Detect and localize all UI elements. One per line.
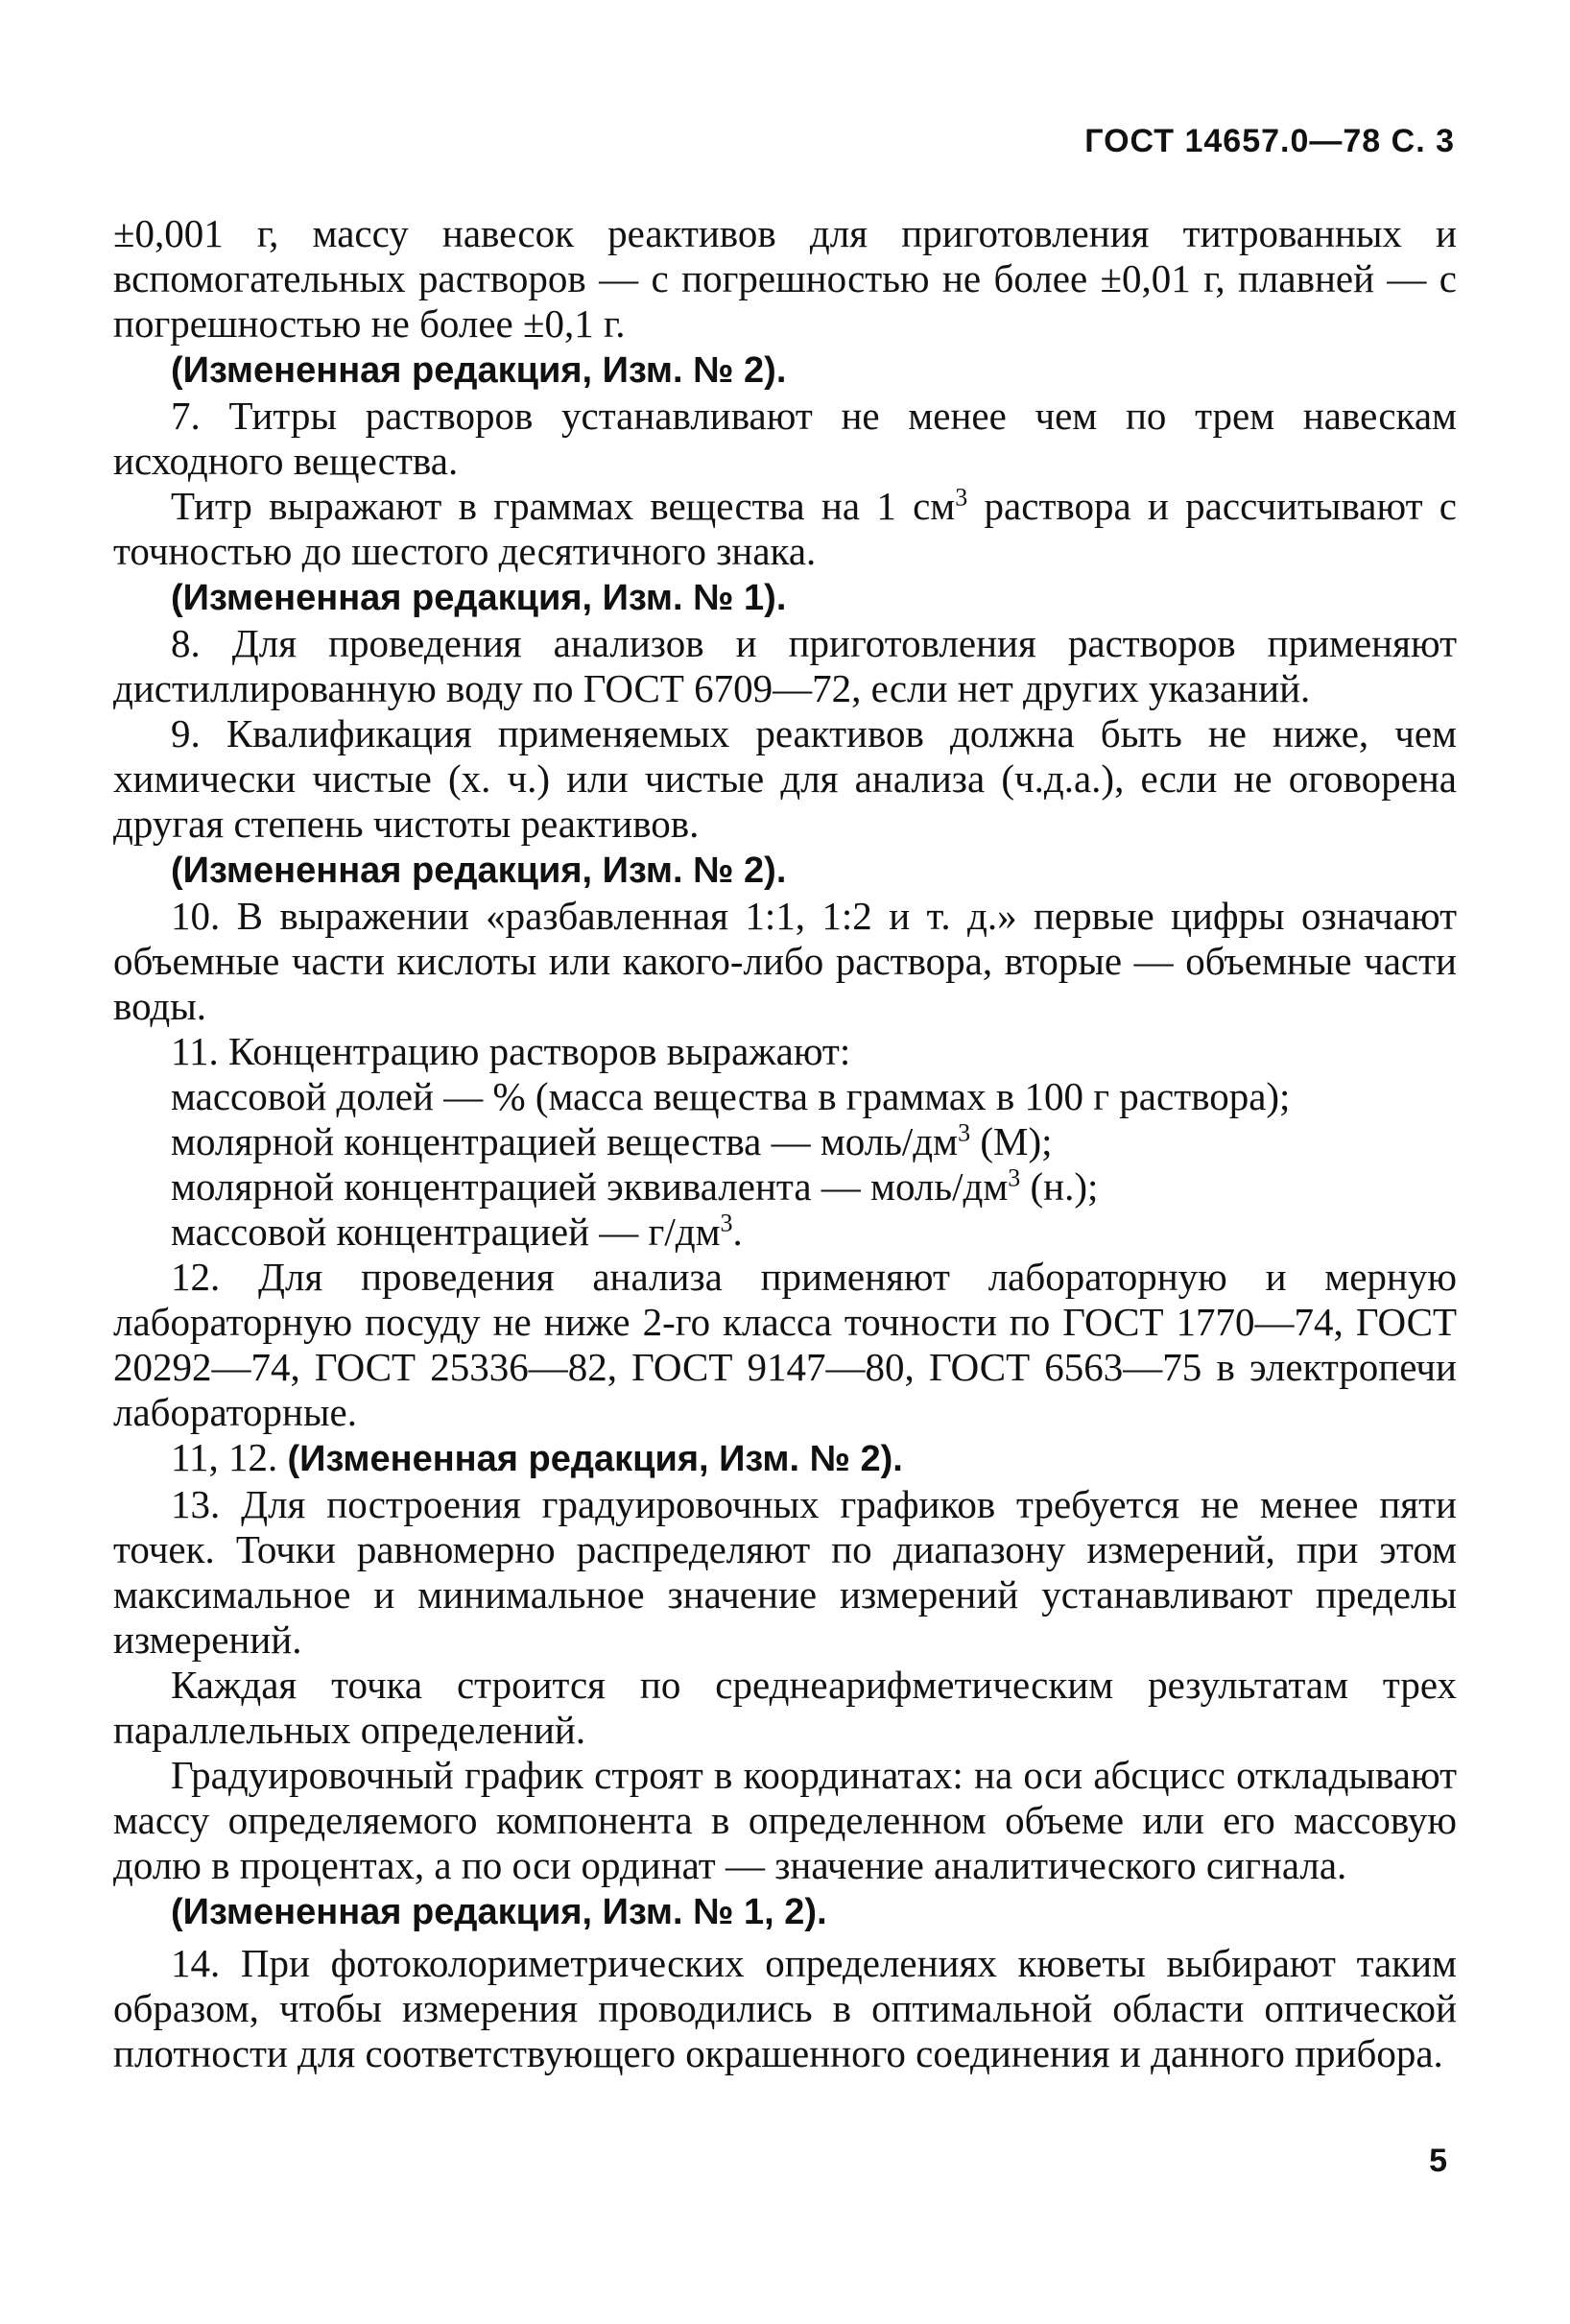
amendment-note <box>113 347 1457 394</box>
paragraph-7-titre: Титр выражают в граммах вещества на 1 $см^3$ раствора и рассчитывают с точностью до шестого десятичного знака. <box>113 483 1457 573</box>
paragraph-7: 7. Титры растворов устанавливают не менее чем по трем навескам исходного вещества. <box>113 394 1457 483</box>
paragraph-11-equivalent-concentration: молярной концентрацией эквивалента — моль/$дм^3$ (н.); <box>171 1163 1099 1209</box>
amendment-text: (Измененная редакция, Изм. № 2). <box>171 851 787 891</box>
amendment-prefix: 11, 12. <box>171 1435 288 1479</box>
paragraph-13-points: Каждая точка строится по среднеарифметическим результатам трех параллельных определений. <box>113 1663 1457 1752</box>
paragraph-13-graph: Градуировочный график строят в координатах: на оси абсцисс откладывают массу определяемого компонента в определенном объеме или его массовую долю в процентах, а по оси ординат — значение аналитического сигнала. <box>113 1753 1457 1887</box>
paragraph-13: 13. Для построения градуировочных графиков требуется не менее пяти точек. Точки равномерно распределяют по диапазону измерений, при этом максимальное и минимальное значение измерений устанавливают пределы измерений. <box>113 1482 1457 1662</box>
paragraph-10: 10. В выражении «разбавленная 1:1, 1:2 и т. д.» первые цифры означают объемные части кислоты или какого-либо раствора, вторые — объемные части воды. <box>113 894 1457 1028</box>
amendment-note <box>113 1435 1457 1482</box>
paragraph-11-mass-concentration: массовой концентрацией — $г/дм^3$. <box>171 1209 743 1254</box>
amendment-note <box>113 847 1457 894</box>
paragraph-8: 8. Для проведения анализов и приготовления растворов применяют дистиллированную воду по ГОСТ 6709—72, если нет других указаний. <box>113 621 1457 710</box>
paragraph-12: 12. Для проведения анализа применяют лабораторную и мерную лабораторную посуду не ниже 2-го класса точности по ГОСТ 1770—74, ГОСТ 20292—74, ГОСТ 25336—82, ГОСТ 9147—80, ГОСТ 6563—75 в электропечи лабораторные. <box>113 1255 1457 1434</box>
paragraph-11-molar-concentration: молярной концентрацией вещества — моль/$дм^3$ (М); <box>171 1118 1053 1163</box>
amendment-note <box>113 574 1457 621</box>
paragraph-14: 14. При фотоколориметрических определениях кюветы выбирают таким образом, чтобы измерения проводились в оптимальной области оптической плотности для соответствующего окрашенного соединения и данного прибора. <box>113 1941 1457 2075</box>
document-header: ГОСТ 14657.0—78 С. 3 <box>1084 123 1455 159</box>
paragraph-11-mass-fraction: массовой долей — % (масса вещества в граммах в 100 г раствора); <box>171 1074 1291 1118</box>
amendment-note <box>113 1888 1457 1935</box>
page-number: 5 <box>1429 2143 1447 2179</box>
paragraph-9: 9. Квалификация применяемых реактивов должна быть не ниже, чем химически чистые (х. ч.) или чистые для анализа (ч.д.а.), если не оговорена другая степень чистоты реактивов. <box>113 711 1457 846</box>
paragraph-6-continued: ±0,001 г, массу навесок реактивов для приготовления титрованных и вспомогательных растворов — с погрешностью не более ±0,01 г, плавней — с погрешностью не более ±0,1 г. <box>113 211 1457 346</box>
paragraph-11: 11. Концентрацию растворов выражают: <box>171 1029 851 1073</box>
document-body <box>113 211 1457 2076</box>
amendment-text: (Измененная редакция, Изм. № 2). <box>287 1439 903 1479</box>
amendment-text: (Измененная редакция, Изм. № 1). <box>171 578 787 618</box>
amendment-text: (Измененная редакция, Изм. № 1, 2). <box>171 1892 827 1932</box>
amendment-text: (Измененная редакция, Изм. № 2). <box>171 350 787 391</box>
